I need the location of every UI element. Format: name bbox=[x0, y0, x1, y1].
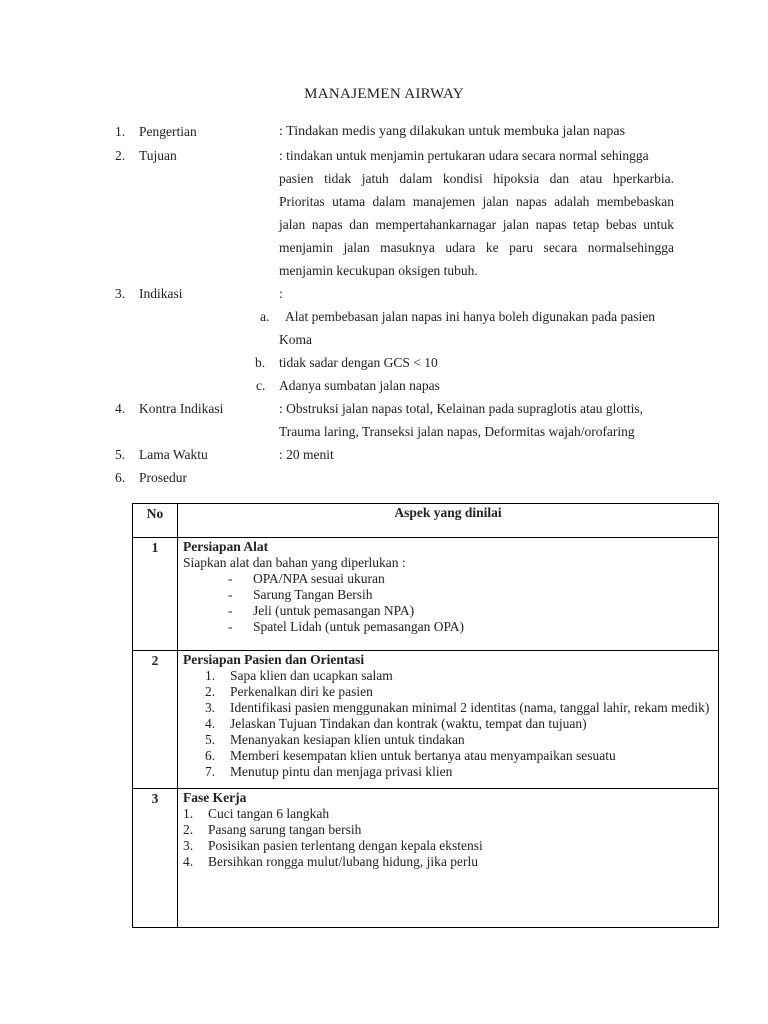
header-aspek: Aspek yang dinilai bbox=[178, 504, 719, 538]
section-label-pengertian: Pengertian bbox=[139, 124, 197, 139]
tujuan-line: jalan napas dan mempertahankarnagar jalan napas tetap bebas untuk bbox=[279, 217, 674, 232]
row-content bbox=[178, 789, 719, 928]
list-item: - Jeli (untuk pemasangan NPA) bbox=[228, 603, 712, 619]
list-item: 7. Menutup pintu dan menjaga privasi klien bbox=[205, 764, 453, 779]
list-item: - Spatel Lidah (untuk pemasangan OPA) bbox=[228, 619, 712, 635]
list-item: 4. Jelaskan Tujuan Tindakan dan kontrak (waktu, tempat dan tujuan) bbox=[205, 716, 587, 731]
tujuan-line: pasien tidak jatuh dalam kondisi hipoksia dan atau hperkarbia. bbox=[279, 171, 674, 186]
indikasi-marker: b. bbox=[255, 355, 266, 370]
section-number: 6. bbox=[115, 470, 126, 485]
row-intro: Siapkan alat dan bahan yang diperlukan : bbox=[183, 555, 406, 570]
section-number: 5. bbox=[115, 447, 126, 462]
indikasi-item: tidak sadar dengan GCS < 10 bbox=[279, 355, 438, 370]
table-header-row bbox=[133, 504, 719, 538]
list-item: 1. Cuci tangan 6 langkah bbox=[183, 806, 330, 821]
section-number: 1. bbox=[115, 124, 126, 139]
row-number: 1 bbox=[133, 538, 178, 651]
tujuan-line: menjamin jalan masuknya udara ke paru secara normalsehingga bbox=[279, 240, 674, 255]
list-item: 3. Identifikasi pasien menggunakan minimal 2 identitas (nama, tanggal lahir, rekam medik) bbox=[205, 700, 710, 715]
indikasi-colon: : bbox=[279, 286, 283, 301]
section-label-indikasi: Indikasi bbox=[139, 286, 183, 301]
header-no: No bbox=[133, 504, 178, 538]
tujuan-line: menjamin kecukupan oksigen tubuh. bbox=[279, 263, 478, 278]
row-content bbox=[178, 651, 719, 789]
section-number: 2. bbox=[115, 148, 126, 163]
row-content bbox=[178, 538, 719, 651]
lama-waktu-value: : 20 menit bbox=[279, 447, 334, 462]
tujuan-line: Prioritas utama dalam manajemen jalan napas adalah membebaskan bbox=[279, 194, 674, 209]
list-item: 5. Menanyakan kesiapan klien untuk tindakan bbox=[205, 732, 465, 747]
list-item: 2. Perkenalkan diri ke pasien bbox=[205, 684, 373, 699]
row-title: Fase Kerja bbox=[183, 790, 247, 805]
equipment-list bbox=[183, 571, 712, 635]
table-row bbox=[133, 538, 719, 651]
kontra-indikasi-line: Trauma laring, Transeksi jalan napas, Deformitas wajah/orofaring bbox=[279, 424, 635, 439]
list-item: 4. Bersihkan rongga mulut/lubang hidung, jika perlu bbox=[183, 854, 478, 869]
pengertian-text: : Tindakan medis yang dilakukan untuk membuka jalan napas bbox=[279, 124, 626, 139]
list-item: 2. Pasang sarung tangan bersih bbox=[183, 822, 362, 837]
indikasi-marker: a. bbox=[260, 309, 270, 324]
row-title: Persiapan Pasien dan Orientasi bbox=[183, 652, 365, 667]
row-number: 2 bbox=[133, 651, 178, 789]
tujuan-line: : tindakan untuk menjamin pertukaran udara secara normal sehingga bbox=[279, 148, 649, 163]
indikasi-item: Alat pembebasan jalan napas ini hanya boleh digunakan pada pasien bbox=[285, 309, 655, 324]
section-number: 4. bbox=[115, 401, 126, 416]
kontra-indikasi-line: : Obstruksi jalan napas total, Kelainan pada supraglotis atau glottis, bbox=[279, 401, 644, 416]
section-label-tujuan: Tujuan bbox=[139, 148, 177, 163]
procedure-table bbox=[132, 503, 719, 928]
list-item: - OPA/NPA sesuai ukuran bbox=[228, 571, 712, 587]
work-phase-list bbox=[183, 806, 712, 870]
row-title: Persiapan Alat bbox=[183, 539, 269, 554]
table-row bbox=[133, 789, 719, 928]
indikasi-item-cont: Koma bbox=[279, 332, 312, 347]
document-title: MANAJEMEN AIRWAY bbox=[304, 86, 464, 102]
table-row bbox=[133, 651, 719, 789]
row-number: 3 bbox=[133, 789, 178, 928]
indikasi-marker: c. bbox=[256, 378, 266, 393]
list-item: 3. Posisikan pasien terlentang dengan kepala ekstensi bbox=[183, 838, 483, 853]
section-label-prosedur: Prosedur bbox=[139, 470, 187, 485]
list-item: - Sarung Tangan Bersih bbox=[228, 587, 712, 603]
section-number: 3. bbox=[115, 286, 126, 301]
indikasi-item: Adanya sumbatan jalan napas bbox=[279, 378, 440, 393]
list-item: 6. Memberi kesempatan klien untuk bertanya atau menyampaikan sesuatu bbox=[205, 748, 616, 763]
preparation-list bbox=[183, 668, 712, 780]
section-label-kontra-indikasi: Kontra Indikasi bbox=[139, 401, 224, 416]
list-item: 1. Sapa klien dan ucapkan salam bbox=[205, 668, 393, 683]
section-label-lama-waktu: Lama Waktu bbox=[139, 447, 208, 462]
